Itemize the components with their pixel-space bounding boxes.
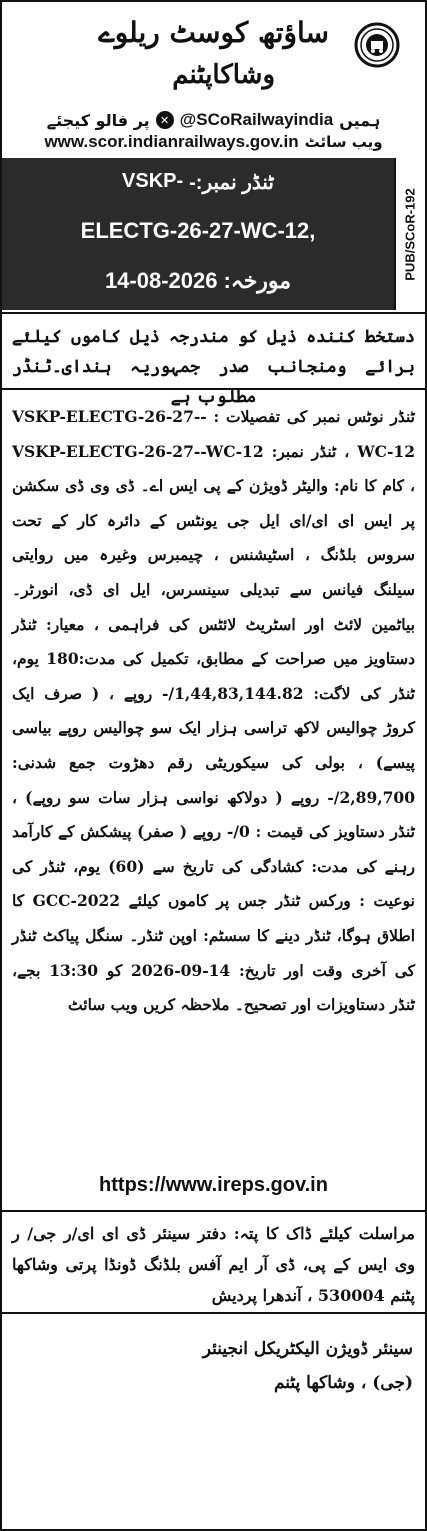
org-title: ساؤتھ کوسٹ ریلوے: [98, 16, 329, 49]
website-link[interactable]: www.scor.indianrailways.gov.in: [44, 132, 299, 151]
tender-no-label: ٹنڈر نمبر:-: [189, 172, 274, 194]
date-label: مورخہ:: [223, 268, 292, 293]
intro-paragraph: دستخط کنندہ ذیل کو مندرجہ ذیل کاموں کیلئے برائے ومنجانب صدر جمہوریہ ہندای۔ٹنڈر مطلوب ہے: [2, 312, 425, 390]
tender-number-box: [2, 158, 394, 310]
x-handle[interactable]: @SCoRailwayindia: [179, 110, 334, 129]
publication-ref: [394, 158, 425, 310]
tender-no-line: [2, 170, 394, 195]
railway-emblem-icon: [354, 22, 400, 68]
ireps-link[interactable]: https://www.ireps.gov.in: [99, 1174, 328, 1196]
pub-ref-text: PUB/SCoR-192: [403, 187, 418, 281]
tender-details: ٹنڈر نوٹس نمبر کی تفصیلات : VSKP-ELECTG-26-27--WC-12 ، ٹنڈر نمبر: VSKP-ELECTG-26-27--WC-12 ، کام کا نام: والیٹر ڈویژن کے پی ایس اے۔ ڈی وی ڈی سکشن پر ایس ای ای/ای ایل جی یونٹس کے دائرہ کار کے تحت سروس بلڈنگ ، اسٹیشنس ، چیمبرس وغیرہ میں روایتی سیلنگ فیانس سے تبدیلی سینسرس، ایل ای ڈی، انورٹر۔ بیاٹمین لائٹ اور اسٹریٹ لائٹس کی فراہمی ، معیار: ٹنڈر دستاویز میں صراحت کے مطابق، تکمیل کی مدت:180 یوم، ٹنڈر کی لاگت: 1,44,83,144.82/- روپے ، ( صرف ایک کروڑ چوالیس لاکھ تراسی ہزار ایک سو چوالیس روپے بیاسی پیسے) ، بولی کی سیکوریٹی رقم دھڑوت جمع شدنی: 2,89,700/- روپے ( دولاکھ نواسی ہزار سات سو روپے) ، ٹنڈر دستاویز کی قیمت : 0/- روپے ( صفر) پیشکش کے کارآمد رہنے کی مدت: کشادگی کی تاریخ سے (60) یوم، ٹنڈر کی نوعیت : ورکس ٹنڈر جس پر کاموں کیلئے GCC-2022 کا اطلاق ہوگا، ٹنڈر دینے کا سسٹم: اوپن ٹنڈر۔ سنگل پیاکٹ ٹنڈر کی آخری وقت اور تاریخ: 14-09-2026 کو 13:30 بجے، ٹنڈر دستاویزات اور تصحیح۔ ملاحظہ کریں ویب سائٹ: [12, 407, 415, 1015]
date-value: 14-08-2026: [104, 268, 218, 293]
tender-no-part2: ELECTG-26-27-WC-12,: [80, 218, 316, 243]
postal-address: مراسلت کیلئے ڈاک کا پتہ: دفتر سینئر ڈی ای ای/ر جی/ ر وی ایس کے پی، ڈی آر ایم آفس بلڈنگ ڈونڈا پرتی وشاکھا پٹنم 530004 ، آندھرا پردیش: [2, 1210, 425, 1314]
social-follow: [32, 106, 395, 134]
org-subtitle: وشاکاپٹنم: [172, 60, 275, 90]
notice-header: [2, 2, 425, 150]
website-label: ویب سائٹ: [304, 133, 383, 151]
signatory-location: (جی) ، وشاکھا پٹنم: [273, 1373, 413, 1393]
website-row: [12, 132, 415, 152]
tender-date-line: [2, 268, 394, 294]
x-logo-icon: ✕: [156, 111, 174, 129]
signatory-title: سینئر ڈویژن الیکٹریکل انجینئر: [202, 1339, 413, 1359]
follow-prefix: ہمیں: [339, 110, 381, 130]
tender-no-part1: VSKP-: [122, 170, 184, 192]
signature-block: [203, 1332, 413, 1400]
follow-suffix: پر فالو کیجئے: [46, 110, 150, 130]
